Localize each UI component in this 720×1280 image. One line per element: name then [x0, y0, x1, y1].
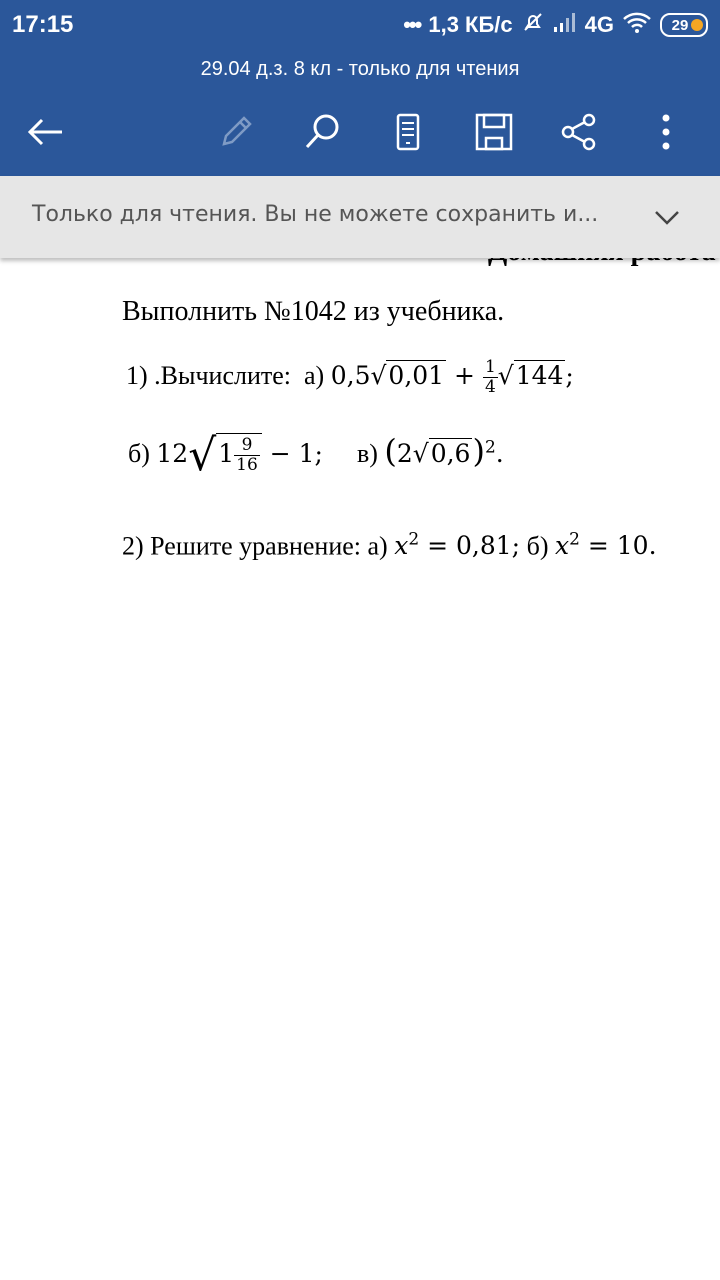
b-frac-den: 16 [236, 455, 258, 475]
b-radicand [216, 433, 262, 475]
task2-line [122, 530, 657, 561]
status-indicators [403, 10, 708, 40]
share-icon[interactable] [553, 106, 605, 158]
more-notifications-icon: ••• [403, 12, 421, 37]
mute-bell-icon [521, 10, 545, 40]
v-radicand: 0,6 [430, 439, 471, 468]
task1-a-expression: 0,5√0,01 + $\frac{1}{4}$ √144; [330, 357, 574, 397]
back-arrow-icon[interactable] [20, 106, 72, 158]
b-frac-num: 9 [234, 436, 260, 456]
task1-b-label: б) [128, 439, 150, 468]
task1-b-expression: 12√1 $\frac{9}{16}$ − 1; [156, 430, 323, 481]
status-time: 17:15 [12, 11, 74, 38]
task2-b-expression [555, 531, 657, 560]
task1-line-a [126, 358, 574, 397]
status-bar [0, 0, 720, 50]
task2-a-var: x [394, 531, 409, 561]
wifi-icon [622, 10, 652, 40]
more-icon[interactable] [640, 106, 692, 158]
battery-level: 29 [671, 16, 689, 34]
toolbar [0, 88, 720, 176]
b-tail: − 1; [269, 439, 323, 468]
task2-b-power: 2 [569, 530, 580, 550]
v-power: 2 [484, 437, 496, 458]
task1-a-label: а) [304, 361, 325, 390]
a-frac-den: 4 [484, 377, 496, 397]
a-fraction [483, 358, 498, 397]
task2-b-label: б) [526, 531, 549, 561]
a-radicand-1: 0,01 [388, 361, 445, 390]
task2-b-rhs: = 10. [587, 531, 657, 561]
task2-a-expression [394, 531, 520, 560]
banner-text: Только для чтения. Вы не можете сохранить и... [32, 202, 599, 227]
task2-b-var: x [554, 531, 570, 561]
reading-view-icon[interactable] [382, 106, 434, 158]
b-whole: 1 [218, 439, 235, 468]
chevron-down-icon[interactable] [648, 198, 686, 236]
v-coef: 2 [396, 439, 413, 468]
document-title: 29.04 д.з. 8 кл - только для чтения [0, 50, 720, 88]
task2-a-rhs: = 0,81; [427, 531, 521, 561]
assignment-line: Выполнить №1042 из учебника. [122, 296, 505, 327]
task1-v-label: в) [356, 439, 378, 468]
edit-pencil-icon[interactable] [210, 106, 262, 158]
a-radicand-2: 144 [515, 361, 564, 390]
task2-label: 2) Решите уравнение: а) [122, 531, 388, 561]
read-only-banner[interactable] [0, 176, 720, 258]
a-frac-num: 1 [484, 357, 496, 377]
task1-line-b [128, 430, 504, 481]
document-page[interactable] [0, 258, 720, 1280]
b-coef: 12 [156, 439, 189, 468]
signal-icon [553, 11, 577, 39]
task2-a-power: 2 [408, 530, 420, 550]
a-coef: 0,5 [330, 361, 371, 390]
battery-icon [660, 13, 708, 37]
network-type: 4G [584, 12, 614, 37]
charging-dot [691, 19, 703, 31]
task1-label: 1) .Вычислите: [126, 361, 292, 390]
task1-v-expression: $(2√0,6)^2$. [384, 432, 504, 470]
search-icon[interactable] [296, 106, 348, 158]
save-icon[interactable] [468, 106, 520, 158]
network-speed: 1,3 КБ/с [428, 12, 513, 37]
